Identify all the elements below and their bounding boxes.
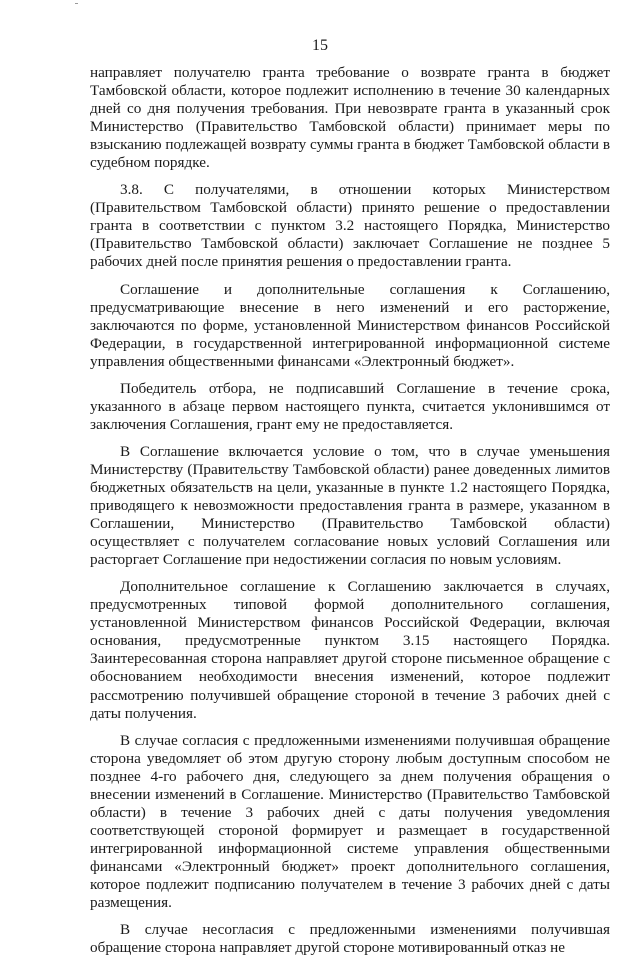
paragraph-agreement-form: Соглашение и дополнительные соглашения к Соглашению, предусматривающие внесение в него изменений и его расторжение, заключаются по форме, установленной Министерством финансов Российской Федерации, в государственной интегрированной информационной системе управления общественными финансами «Электронный бюджет». — [90, 280, 610, 370]
scan-mark — [75, 3, 78, 4]
paragraph-disagreement: В случае несогласия с предложенными изменениями получившая обращение сторона направляет другой стороне мотивированный отказ не — [90, 921, 610, 957]
document-body — [90, 64, 610, 957]
page-number: 15 — [312, 37, 328, 54]
paragraph-consent: В случае согласия с предложенными изменениями получившая обращение сторона уведомляет об этом другую сторону любым доступным способом не позднее 4-го рабочего дня, следующего за днем получения обращения о внесении изменений в Соглашение. Министерство (Правительство Тамбовской области) в течение 3 рабочих дней с даты получения уведомления соответствующей стороной формирует и размещает в государственной интегрированной информационной системе управления общественными финансами «Электронный бюджет» проект дополнительного соглашения, которое подлежит подписанию получателем в течение 3 рабочих дней с даты размещения. — [90, 731, 610, 912]
paragraph-continuation: направляет получателю гранта требование о возврате гранта в бюджет Тамбовской области, которое подлежит исполнению в течение 30 календарных дней со дня получения требования. При невозврате гранта в указанный срок Министерство (Правительство Тамбовской области) принимает меры по взысканию подлежащей возврату суммы гранта в бюджет Тамбовской области в судебном порядке. — [90, 64, 610, 172]
paragraph-3-8: 3.8. С получателями, в отношении которых Министерством (Правительством Тамбовской области) принято решение о предоставлении гранта в соответствии с пунктом 3.2 настоящего Порядка, Министерство (Правительство Тамбовской области) заключает Соглашение не позднее 5 рабочих дней после принятия решения о предоставлении гранта. — [90, 181, 610, 271]
paragraph-winner-refusal: Победитель отбора, не подписавший Соглашение в течение срока, указанного в абзаце первом настоящего пункта, считается уклонившимся от заключения Соглашения, грант ему не предоставляется. — [90, 379, 610, 433]
paragraph-limits-reduction: В Соглашение включается условие о том, что в случае уменьшения Министерству (Правительству Тамбовской области) ранее доведенных лимитов бюджетных обязательств на цели, указанные в пункте 1.2 настоящего Порядка, приводящего к невозможности предоставления гранта в размере, указанном в Соглашении, Министерство (Правительство Тамбовской области) осуществляет с получателем согласование новых условий Соглашения или расторгает Соглашение при недостижении согласия по новым условиям. — [90, 442, 610, 569]
paragraph-additional-agreement: Дополнительное соглашение к Соглашению заключается в случаях, предусмотренных типовой формой дополнительного соглашения, установленной Министерством финансов Российской Федерации, включая основания, предусмотренные пунктом 3.15 настоящего Порядка. Заинтересованная сторона направляет другой стороне письменное обращение с обоснованием необходимости внесения изменений, которое подлежит рассмотрению получившей обращение стороной в течение 3 рабочих дней с даты получения. — [90, 578, 610, 722]
